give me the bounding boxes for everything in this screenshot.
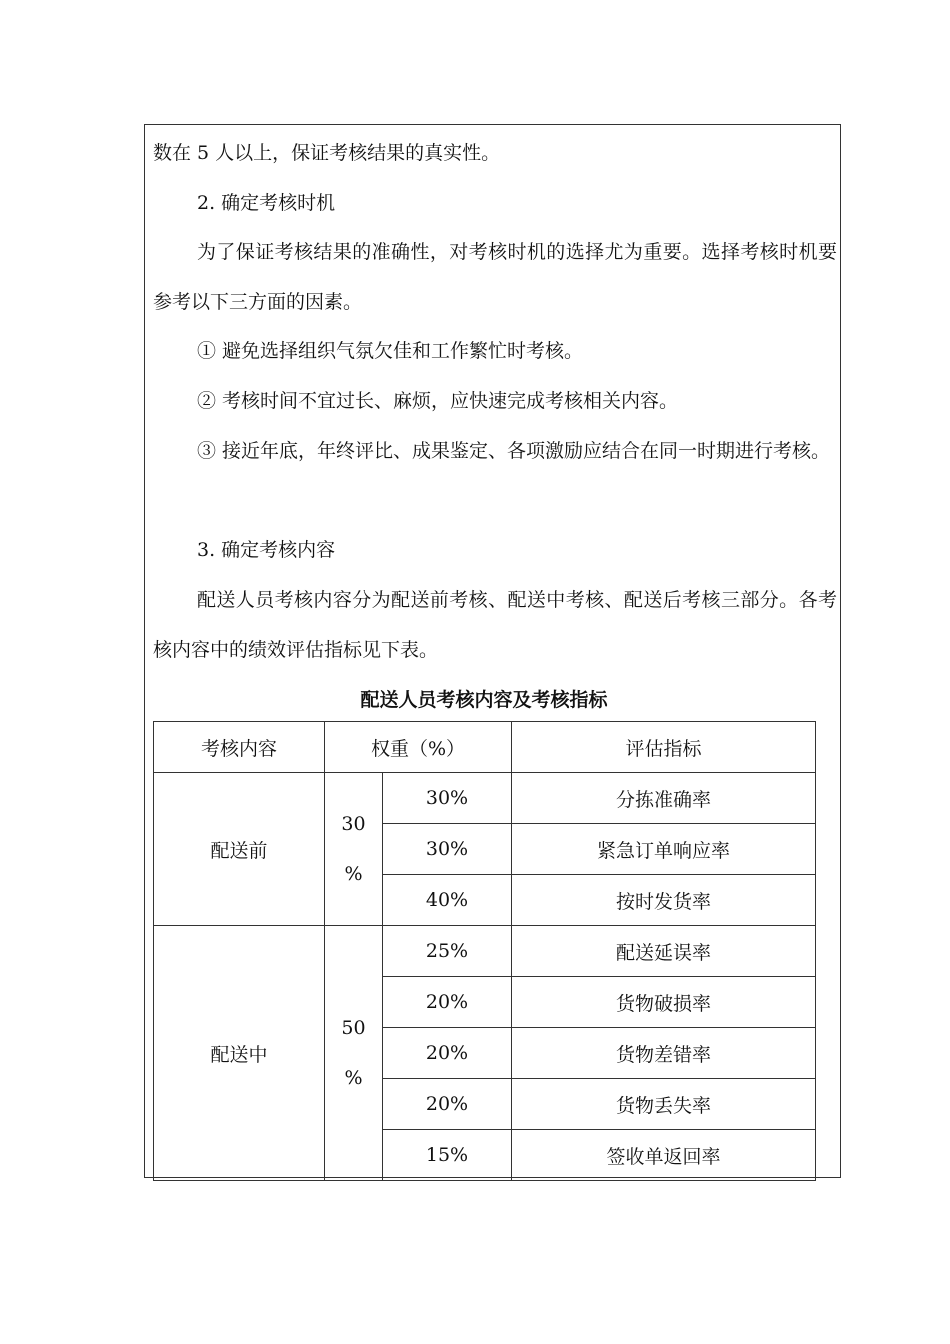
paragraph-timing-intro: 为了保证考核结果的准确性，对考核时机的选择尤为重要。选择考核时机要参考以下三方面的因素。 (153, 241, 837, 313)
table-row (154, 773, 816, 824)
header-weight: 权重（%） (325, 722, 512, 773)
kpi-table (153, 721, 816, 1181)
row-indicator-cell: 紧急订单响应率 (512, 824, 816, 875)
group-weight-cell (325, 773, 383, 926)
table-row (154, 926, 816, 977)
list-item-3: ③ 接近年底，年终评比、成果鉴定、各项激励应结合在同一时期进行考核。 (197, 440, 831, 462)
row-indicator-cell: 货物丢失率 (512, 1079, 816, 1130)
paragraph-content-intro: 配送人员考核内容分为配送前考核、配送中考核、配送后考核三部分。各考核内容中的绩效评估指标见下表。 (153, 589, 837, 661)
row-weight-cell: 20% (383, 977, 512, 1028)
row-weight-cell: 20% (383, 1079, 512, 1130)
row-indicator-cell: 按时发货率 (512, 875, 816, 926)
group-weight-unit: % (344, 863, 363, 885)
group-weight-cell (325, 926, 383, 1181)
row-weight-cell: 30% (383, 824, 512, 875)
section-heading-timing: 2. 确定考核时机 (197, 192, 336, 214)
row-indicator-cell: 分拣准确率 (512, 773, 816, 824)
table-title: 配送人员考核内容及考核指标 (360, 689, 608, 711)
header-indicator: 评估指标 (512, 722, 816, 773)
row-weight-cell: 40% (383, 875, 512, 926)
section-heading-content: 3. 确定考核内容 (197, 539, 336, 561)
list-item-1: ① 避免选择组织气氛欠佳和工作繁忙时考核。 (197, 340, 584, 362)
group-weight-value: 30 (341, 813, 366, 835)
group-weight-unit: % (344, 1067, 363, 1089)
paragraph-continuation: 数在 5 人以上，保证考核结果的真实性。 (153, 142, 501, 164)
row-weight-cell: 20% (383, 1028, 512, 1079)
group-content-cell: 配送前 (154, 773, 325, 926)
list-item-2: ② 考核时间不宜过长、麻烦，应快速完成考核相关内容。 (197, 390, 679, 412)
row-weight-cell: 30% (383, 773, 512, 824)
row-indicator-cell: 配送延误率 (512, 926, 816, 977)
row-indicator-cell: 货物破损率 (512, 977, 816, 1028)
table-header-row (154, 722, 816, 773)
row-weight-cell: 25% (383, 926, 512, 977)
header-content: 考核内容 (154, 722, 325, 773)
group-content-cell: 配送中 (154, 926, 325, 1181)
row-indicator-cell: 货物差错率 (512, 1028, 816, 1079)
row-weight-cell: 15% (383, 1130, 512, 1181)
row-indicator-cell: 签收单返回率 (512, 1130, 816, 1181)
group-weight-value: 50 (341, 1017, 366, 1039)
